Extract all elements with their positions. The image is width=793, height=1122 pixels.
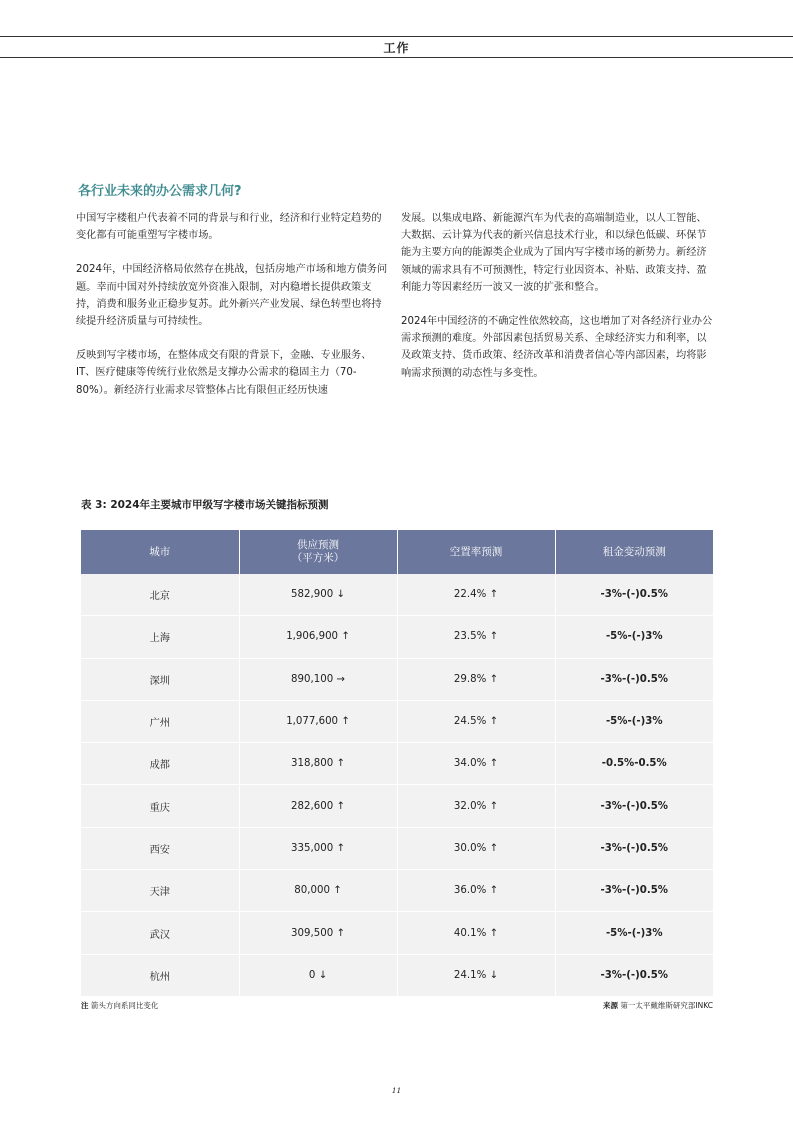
cell-vacancy: 24.1% ↓ [397,954,555,996]
source-label: 来源 [603,1001,619,1010]
cell-supply: 335,000 ↑ [239,827,397,869]
cell-city: 武汉 [81,912,239,954]
paragraph: 2024年中国经济的不确定性依然较高，这也增加了对各经济行业办公需求预测的难度。外部因素包括贸易关系、全球经济实力和利率，以及政策支持、货币政策、经济改革和消费者信心等内部因素，均将影响需求预测的动态性与多变性。 [401,316,713,379]
column-header-supply-line2: （平方米） [291,552,345,564]
table-row [81,616,713,658]
column-header-supply [239,530,397,574]
paragraph: 中国写字楼租户代表着不同的背景与和行业，经济和行业特定趋势的变化都有可能重塑写字楼市场。 [76,213,382,242]
cell-rent: -5%-(-)3% [555,912,713,954]
cell-supply: 80,000 ↑ [239,870,397,912]
table-row [81,743,713,785]
cell-rent: -3%-(-)0.5% [555,827,713,869]
cell-vacancy: 23.5% ↑ [397,616,555,658]
paragraph: 反映到写字楼市场，在整体成交有限的背景下，金融、专业服务、IT、医疗健康等传统行业依然是支撑办公需求的稳固主力（70-80%）。新经济行业需求尽管整体占比有限但正经历快速 [76,350,372,396]
cell-city: 成都 [81,743,239,785]
forecast-table [81,530,713,997]
cell-vacancy: 36.0% ↑ [397,870,555,912]
cell-vacancy: 40.1% ↑ [397,912,555,954]
cell-rent: -3%-(-)0.5% [555,658,713,700]
cell-supply: 890,100 → [239,658,397,700]
table-note [81,1000,158,1011]
table-row [81,954,713,996]
cell-supply: 282,600 ↑ [239,785,397,827]
cell-city: 广州 [81,700,239,742]
page-header-title: 工作 [383,40,410,55]
column-header-vacancy: 空置率预测 [397,530,555,574]
cell-vacancy: 34.0% ↑ [397,743,555,785]
table-row [81,574,713,616]
column-header-supply-line1: 供应预测 [297,539,339,551]
cell-city: 天津 [81,870,239,912]
paragraph: 发展。以集成电路、新能源汽车为代表的高端制造业，以人工智能、大数据、云计算为代表的新兴信息技术行业，和以绿色低碳、环保节能为主要方向的能源类企业成为了国内写字楼市场的新势力。新经济领域的需求具有不可预测性，特定行业因资本、补贴、政策支持、盈利能力等因素经历一波又一波的扩张和整合。 [401,213,707,293]
cell-supply: 309,500 ↑ [239,912,397,954]
cell-city: 深圳 [81,658,239,700]
table-row [81,827,713,869]
cell-vacancy: 24.5% ↑ [397,700,555,742]
cell-rent: -3%-(-)0.5% [555,785,713,827]
right-text-column [401,210,713,399]
cell-vacancy: 30.0% ↑ [397,827,555,869]
cell-city: 杭州 [81,954,239,996]
left-text-column [76,210,388,416]
cell-rent: -3%-(-)0.5% [555,870,713,912]
page-header [0,36,793,58]
cell-supply: 318,800 ↑ [239,743,397,785]
table-row [81,785,713,827]
cell-vacancy: 29.8% ↑ [397,658,555,700]
cell-city: 北京 [81,574,239,616]
column-header-city: 城市 [81,530,239,574]
cell-rent: -3%-(-)0.5% [555,574,713,616]
section-heading: 各行业未来的办公需求几何? [78,184,242,199]
cell-supply: 1,077,600 ↑ [239,700,397,742]
source-text: 第一太平戴维斯研究部INKC [620,1001,713,1010]
table-header-row [81,530,713,574]
cell-city: 上海 [81,616,239,658]
column-header-rent: 租金变动预测 [555,530,713,574]
cell-supply: 0 ↓ [239,954,397,996]
cell-vacancy: 22.4% ↑ [397,574,555,616]
table-title: 表 3: 2024年主要城市甲级写字楼市场关键指标预测 [81,499,329,511]
cell-rent: -5%-(-)3% [555,700,713,742]
cell-supply: 582,900 ↓ [239,574,397,616]
cell-supply: 1,906,900 ↑ [239,616,397,658]
cell-rent: -5%-(-)3% [555,616,713,658]
table-body [81,574,713,996]
cell-rent: -3%-(-)0.5% [555,954,713,996]
cell-city: 重庆 [81,785,239,827]
page-number: 11 [391,1086,402,1095]
paragraph: 2024年，中国经济格局依然存在挑战，包括房地产市场和地方债务问题。幸而中国对外持续放宽外资准入限制，对内稳增长提供政策支持，消费和服务业正稳步复苏。此外新兴产业发展、绿色转型也将持续提升经济质量与可持续性。 [76,264,388,328]
note-text: 箭头方向系同比变化 [90,1001,159,1010]
cell-city: 西安 [81,827,239,869]
cell-vacancy: 32.0% ↑ [397,785,555,827]
note-label: 注 [81,1001,89,1010]
cell-rent: -0.5%-0.5% [555,743,713,785]
table-row [81,658,713,700]
table-row [81,912,713,954]
table-row [81,870,713,912]
table-row [81,700,713,742]
table-source [603,1000,713,1011]
